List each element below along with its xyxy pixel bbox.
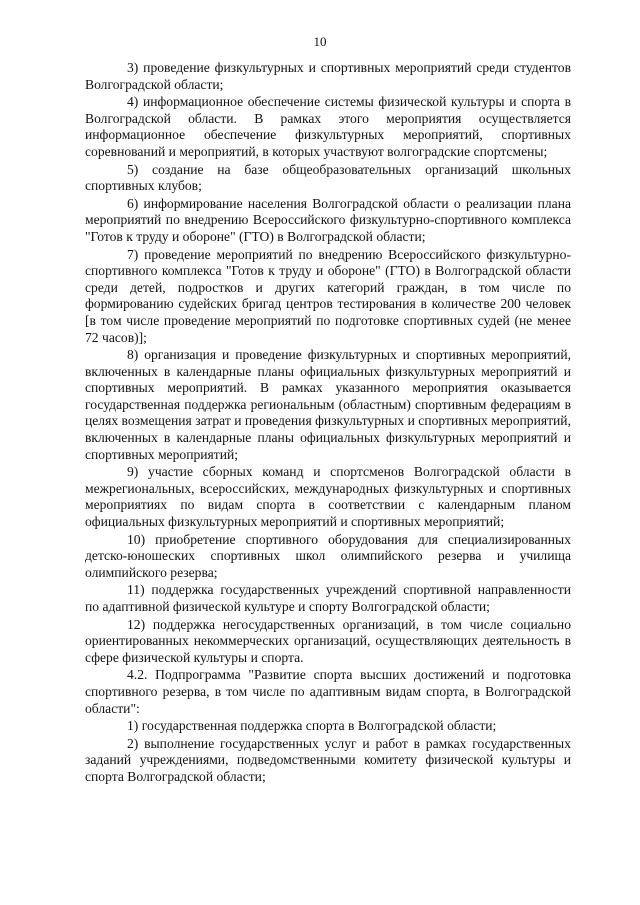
subprogram-item-1: 1) государственная поддержка спорта в Волгоградской области;	[127, 718, 497, 734]
paragraph-item-6: 6) информирование населения Волгоградской области о реализации плана мероприятий по внедрению Всероссийского физкультурно-спортивного комплекса "Готов к труду и обороне" (ГТО) в Волгоградской области;	[85, 195, 571, 244]
paragraph-item-11: 11) поддержка государственных учреждений спортивной направленности по адаптивной физической культуре и спорту Волгоградской области;	[85, 582, 571, 614]
paragraph-item-4: 4) информационное обеспечение системы физической культуры и спорта в Волгоградской области. В рамках этого мероприятия осуществляется информационное обеспечение физкультурных мероприятий, спортивных соревнований и мероприятий, в которых участвуют волгоградские спортсмены;	[85, 94, 571, 159]
paragraph-item-3: 3) проведение физкультурных и спортивных мероприятий среди студентов Волгоградской области;	[85, 60, 571, 92]
page-number: 10	[313, 34, 327, 49]
document-body	[85, 60, 571, 787]
paragraph-item-9: 9) участие сборных команд и спортсменов Волгоградской области в межрегиональных, всероссийских, международных физкультурных и спортивных мероприятиях по видам спорта в соответствии с календарным планом официальных физкультурных мероприятий и спортивных мероприятий;	[85, 464, 571, 530]
paragraph-item-7: 7) проведение мероприятий по внедрению Всероссийского физкультурно-спортивного комплекса "Готов к труду и обороне" (ГТО) в Волгоградской области среди детей, подростков и других категорий граждан, в том числе по формированию судейских бригад центров тестирования в количестве 200 человек [в том числе проведение мероприятий по подготовке спортивных судей (не менее 72 часов)];	[85, 246, 571, 345]
paragraph-item-10: 10) приобретение спортивного оборудования для специализированных детско-юношеских спортивных школ олимпийского резерва и училища олимпийского резерва;	[85, 531, 571, 580]
subprogram-heading-4-2: 4.2. Подпрограмма "Развитие спорта высших достижений и подготовка спортивного резерва, в том числе по адаптивным видам спорта, в Волгоградской области":	[85, 667, 571, 716]
paragraph-item-5: 5) создание на базе общеобразовательных организаций школьных спортивных клубов;	[85, 161, 571, 194]
paragraph-item-8: 8) организация и проведение физкультурных и спортивных мероприятий, включенных в календарные планы официальных физкультурных мероприятий и спортивных мероприятий. В рамках указанного мероприятия оказывается государственная поддержка региональным (областным) спортивным федерациям в целях возмещения затрат и проведения физкультурных и спортивных мероприятий, включенных в календарные планы официальных физкультурных мероприятий и спортивных мероприятий;	[85, 347, 571, 462]
subprogram-item-2: 2) выполнение государственных услуг и работ в рамках государственных заданий учреждениями, подведомственными комитету физической культуры и спорта Волгоградской области;	[85, 735, 571, 784]
paragraph-item-12: 12) поддержка негосударственных организаций, в том числе социально ориентированных некоммерческих организаций, осуществляющих деятельность в сфере физической культуры и спорта.	[85, 616, 571, 665]
